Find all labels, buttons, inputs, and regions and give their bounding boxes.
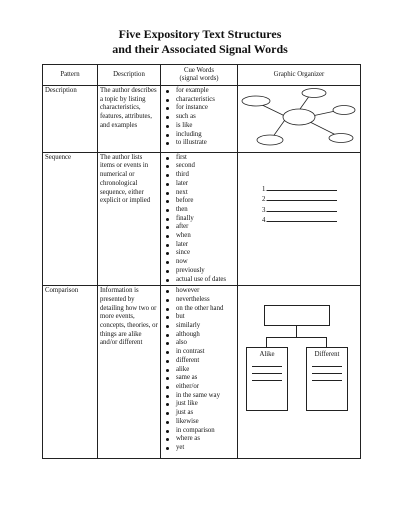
header-cue-words-line1: Cue Words [183,67,215,74]
topic-box [264,305,330,326]
cue-item: characteristics [163,96,235,105]
cue-item: second [163,162,235,171]
cue-item: for example [163,87,235,96]
cue-item: in the same way [163,392,235,401]
web-outer-oval [329,134,353,143]
title-line-1: Five Expository Text Structures [118,27,282,41]
cue-item: but [163,313,235,322]
cue-item: yet [163,444,235,453]
cue-item: later [163,180,235,189]
row-organizer [238,86,361,153]
cue-item: just as [163,409,235,418]
connector-line [266,337,326,338]
cue-item: in contrast [163,348,235,357]
cue-item: similarly [163,322,235,331]
connector-line [296,325,297,337]
web-outer-oval [242,96,270,106]
cue-list [163,287,235,452]
web-spoke [310,122,336,135]
cue-item: same as [163,374,235,383]
row-description: The author describes a topic by listing characteristics, features, attributes, and examples [98,86,161,153]
cue-item: now [163,258,235,267]
table-row [43,152,361,286]
cue-item: third [163,171,235,180]
cue-item: then [163,206,235,215]
web-outer-oval [333,106,355,115]
cue-item: likewise [163,418,235,427]
comparison-diagram [240,287,358,457]
web-center-oval [283,109,315,125]
cue-item: on the other hand [163,305,235,314]
document-title [0,27,400,57]
row-cues [161,86,238,153]
cue-item: nevertheless [163,296,235,305]
cue-item: although [163,331,235,340]
web-outer-oval [257,135,283,145]
cue-item: to illustrate [163,139,235,148]
cue-item: including [163,131,235,140]
row-description: The author lists items or events in numerical or chronological sequence, either explicit or implied [98,152,161,286]
cue-item: for instance [163,104,235,113]
row-pattern: Sequence [43,152,98,286]
cue-item: such as [163,113,235,122]
header-cue-words-line2: (signal words) [179,75,219,82]
cue-item: next [163,189,235,198]
cue-item: previously [163,267,235,276]
connector-line [266,337,267,347]
cue-item: also [163,339,235,348]
title-line-2: and their Associated Signal Words [112,42,288,56]
row-cues [161,286,238,459]
table-row [43,86,361,153]
header-cue-words [161,65,238,86]
cue-item: actual use of dates [163,276,235,285]
row-organizer [238,152,361,286]
different-label: Different [314,351,340,359]
alike-label: Alike [259,351,275,359]
numbered-line: 3. [262,205,358,216]
numbered-line: 1. [262,184,358,195]
text-structures-table [42,64,361,459]
row-description: Information is presented by detailing how two or more events, concepts, theories, or things are alike and/or different [98,286,161,459]
cue-item: since [163,249,235,258]
alike-box [246,347,288,411]
row-pattern: Comparison [43,286,98,459]
web-diagram [240,87,358,147]
cue-item: different [163,357,235,366]
cue-item: however [163,287,235,296]
table-header-row [43,65,361,86]
cue-item: in comparison [163,427,235,436]
cue-item: first [163,154,235,163]
cue-item: before [163,197,235,206]
cue-item: just like [163,400,235,409]
row-organizer [238,286,361,459]
cue-item: finally [163,215,235,224]
numbered-lines [240,154,358,226]
row-pattern: Description [43,86,98,153]
connector-line [326,337,327,347]
header-graphic-organizer: Graphic Organizer [238,65,361,86]
table-row [43,286,361,459]
cue-item: is like [163,122,235,131]
header-description: Description [98,65,161,86]
cue-list [163,154,235,285]
cue-item: when [163,232,235,241]
header-pattern: Pattern [43,65,98,86]
cue-item: alike [163,366,235,375]
cue-item: later [163,241,235,250]
cue-item: either/or [163,383,235,392]
numbered-line: 2. [262,194,358,205]
web-outer-oval [302,89,326,98]
cue-item: after [163,223,235,232]
cue-list [163,87,235,148]
cue-item: where as [163,435,235,444]
different-box [306,347,348,411]
row-cues [161,152,238,286]
numbered-line: 4. [262,215,358,226]
